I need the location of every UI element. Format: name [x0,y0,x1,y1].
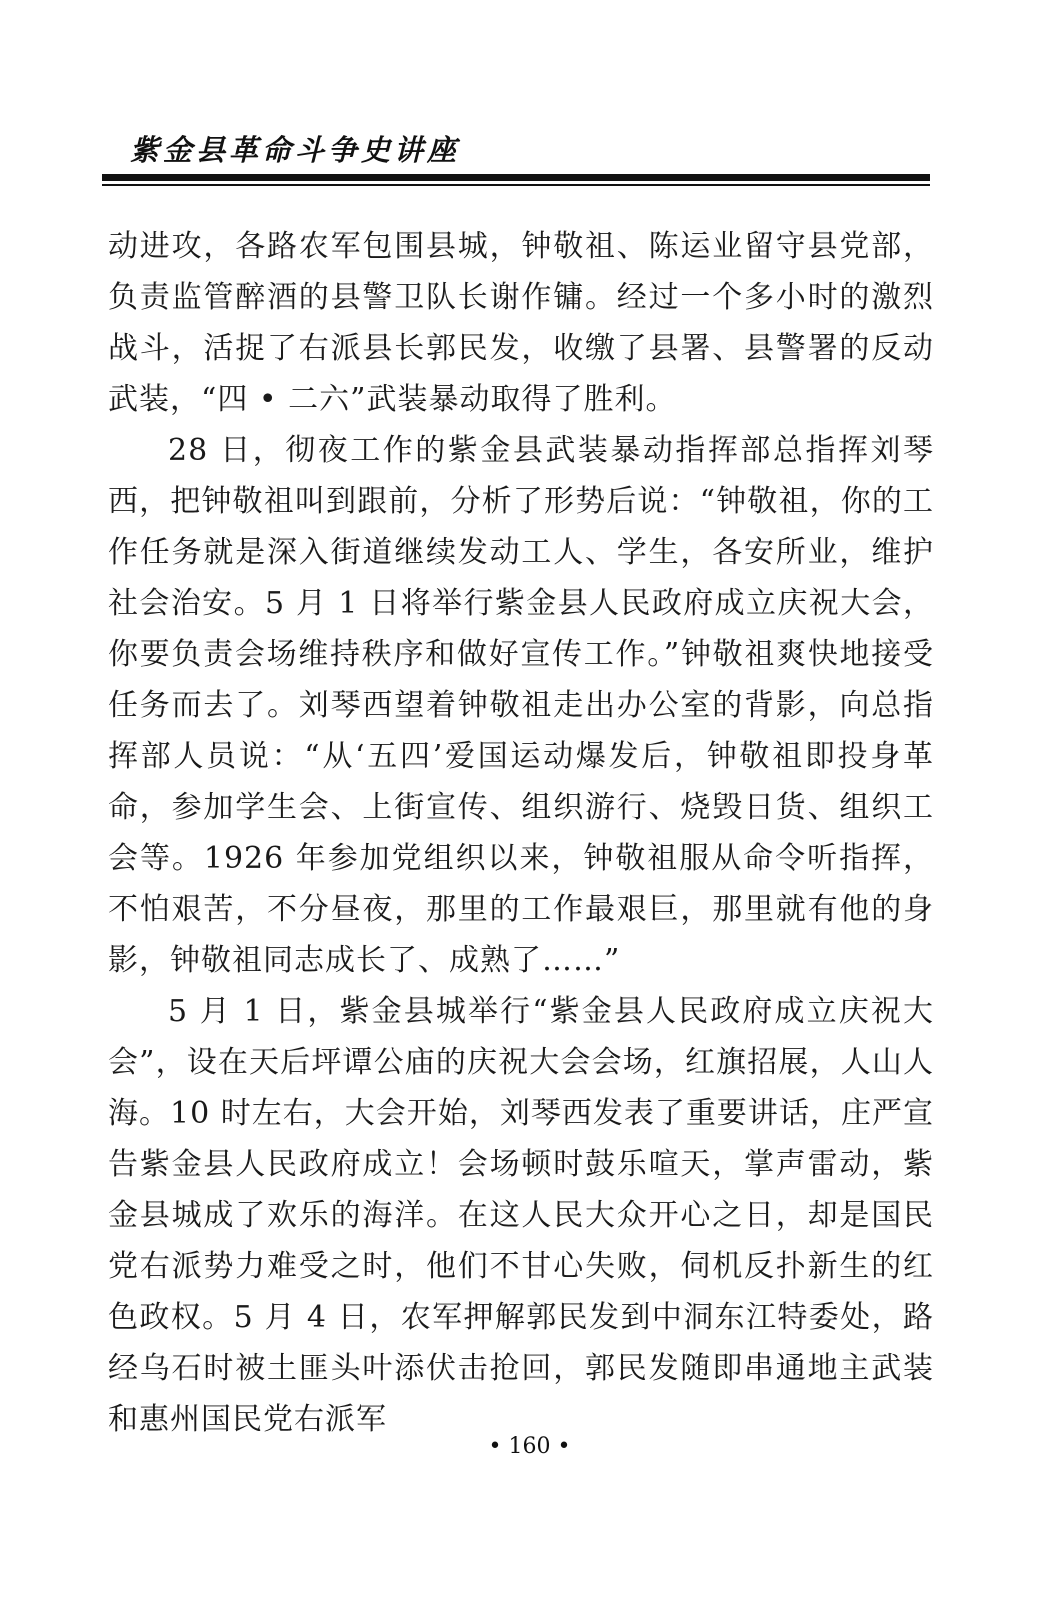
body-text [108,221,934,1445]
paragraph-2: 28 日，彻夜工作的紫金县武装暴动指挥部总指挥刘琴西，把钟敬祖叫到跟前，分析了形势后说：“钟敬祖，你的工作任务就是深入街道继续发动工人、学生，各安所业，维护社会治安。5 月 1 日将举行紫金县人民政府成立庆祝大会，你要负责会场维持秩序和做好宣传工作。”钟敬祖爽快地接受任务而去了。刘琴西望着钟敬祖走出办公室的背影，向总指挥部人员说：“从‘五四’爱国运动爆发后，钟敬祖即投身革命，参加学生会、上街宣传、组织游行、烧毁日货、组织工会等。1926 年参加党组织以来，钟敬祖服从命令听指挥，不怕艰苦，不分昼夜，那里的工作最艰巨，那里就有他的身影，钟敬祖同志成长了、成熟了……” [108,433,934,978]
header-rule-thick [102,174,930,181]
header-rule-thin [102,184,930,186]
paragraph-1: 动进攻，各路农军包围县城，钟敬祖、陈运业留守县党部，负责监管醉酒的县警卫队长谢作镛。经过一个多小时的激烈战斗，活捉了右派县长郭民发，收缴了县署、县警署的反动武装，“四 • 二六”武装暴动取得了胜利。 [108,229,934,417]
page-number: • 160 • [488,1434,571,1459]
running-header-title: 紫金县革命斗争史讲座 [130,133,461,167]
paragraph-3: 5 月 1 日，紫金县城举行“紫金县人民政府成立庆祝大会”，设在天后坪谭公庙的庆祝大会会场，红旗招展，人山人海。10 时左右，大会开始，刘琴西发表了重要讲话，庄严宣告紫金县人民政府成立！会场顿时鼓乐喧天，掌声雷动，紫金县城成了欢乐的海洋。在这人民大众开心之日，却是国民党右派势力难受之时，他们不甘心失败，伺机反扑新生的红色政权。5 月 4 日，农军押解郭民发到中洞东江特委处，路经乌石时被土匪头叶添伏击抢回，郭民发随即串通地主武装和惠州国民党右派军 [108,994,934,1437]
